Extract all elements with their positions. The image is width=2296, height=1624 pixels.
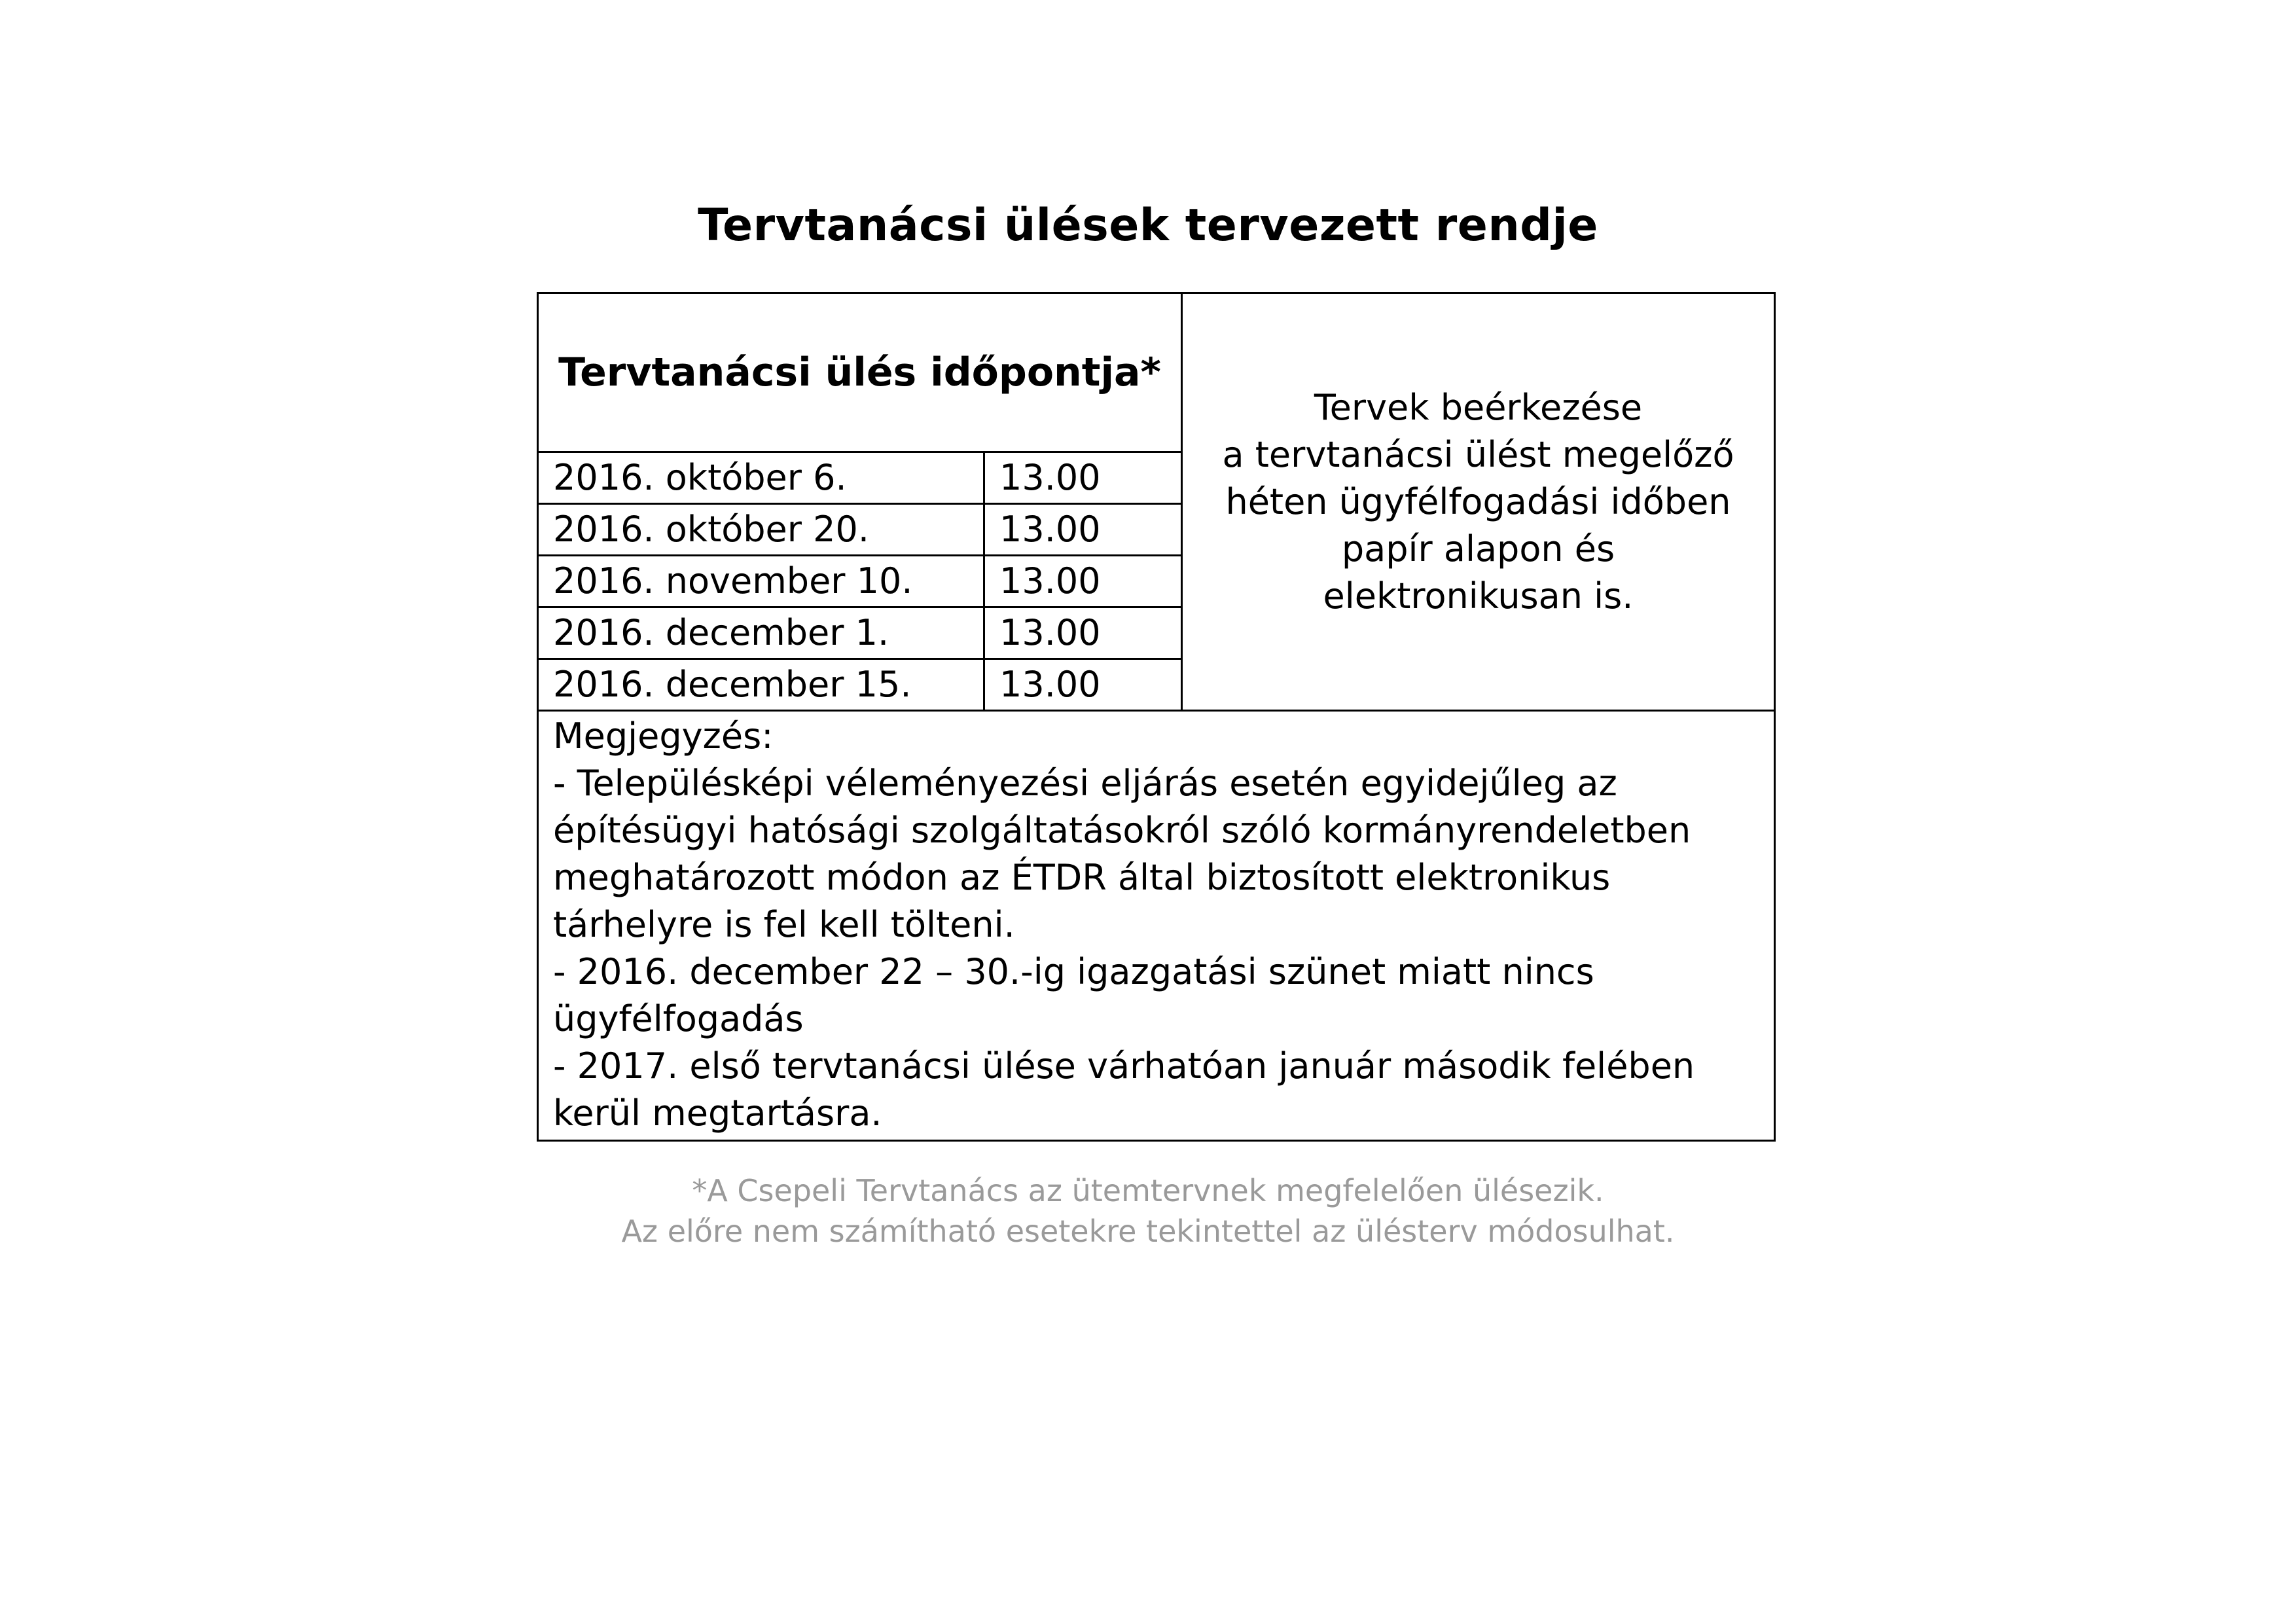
session-time: 13.00 [984,504,1182,556]
session-date: 2016. október 6. [538,452,984,504]
footnote-line: Az előre nem számítható esetekre tekintettel az ülésterv módosulhat. [621,1214,1675,1249]
notes-heading: Megjegyzés: [553,715,774,757]
session-date: 2016. december 15. [538,659,984,711]
session-schedule-table [537,292,1776,1142]
session-date: 2016. november 10. [538,556,984,607]
session-date: 2016. december 1. [538,607,984,659]
submission-info-line: Tervek beérkezése [1314,386,1643,428]
submission-info-line: a tervtanácsi ülést megelőző [1222,433,1734,475]
session-time: 13.00 [984,607,1182,659]
note-line: - 2016. december 22 – 30.-ig igazgatási szünet miatt nincs [553,951,1594,992]
table-header-row [538,293,1775,452]
note-line: építésügyi hatósági szolgáltatásokról szóló kormányrendeletben [553,810,1691,851]
submission-info-line: héten ügyfélfogadási időben [1225,480,1731,522]
notes-row [538,711,1775,1141]
note-line: ügyfélfogadás [553,998,804,1039]
submission-info-cell [1182,293,1775,711]
note-line: meghatározott módon az ÉTDR által biztosított elektronikus [553,857,1611,898]
document-title: Tervtanácsi ülések tervezett rendje [698,200,1598,251]
session-date: 2016. október 20. [538,504,984,556]
session-time: 13.00 [984,659,1182,711]
session-date-header: Tervtanácsi ülés időpontja* [538,293,1182,452]
submission-info-line: elektronikusan is. [1323,575,1634,617]
notes-cell [538,711,1775,1141]
session-time: 13.00 [984,452,1182,504]
note-line: - 2017. első tervtanácsi ülése várhatóan január második felében [553,1045,1695,1087]
footnote [0,1170,2296,1252]
session-time: 13.00 [984,556,1182,607]
footnote-line: *A Csepeli Tervtanács az ütemtervnek megfelelően ülésezik. [692,1173,1604,1208]
note-line: kerül megtartásra. [553,1092,882,1134]
note-line: - Településképi véleményezési eljárás esetén egyidejűleg az [553,763,1617,804]
note-line: tárhelyre is fel kell tölteni. [553,904,1015,945]
submission-info-line: papír alapon és [1341,528,1615,569]
